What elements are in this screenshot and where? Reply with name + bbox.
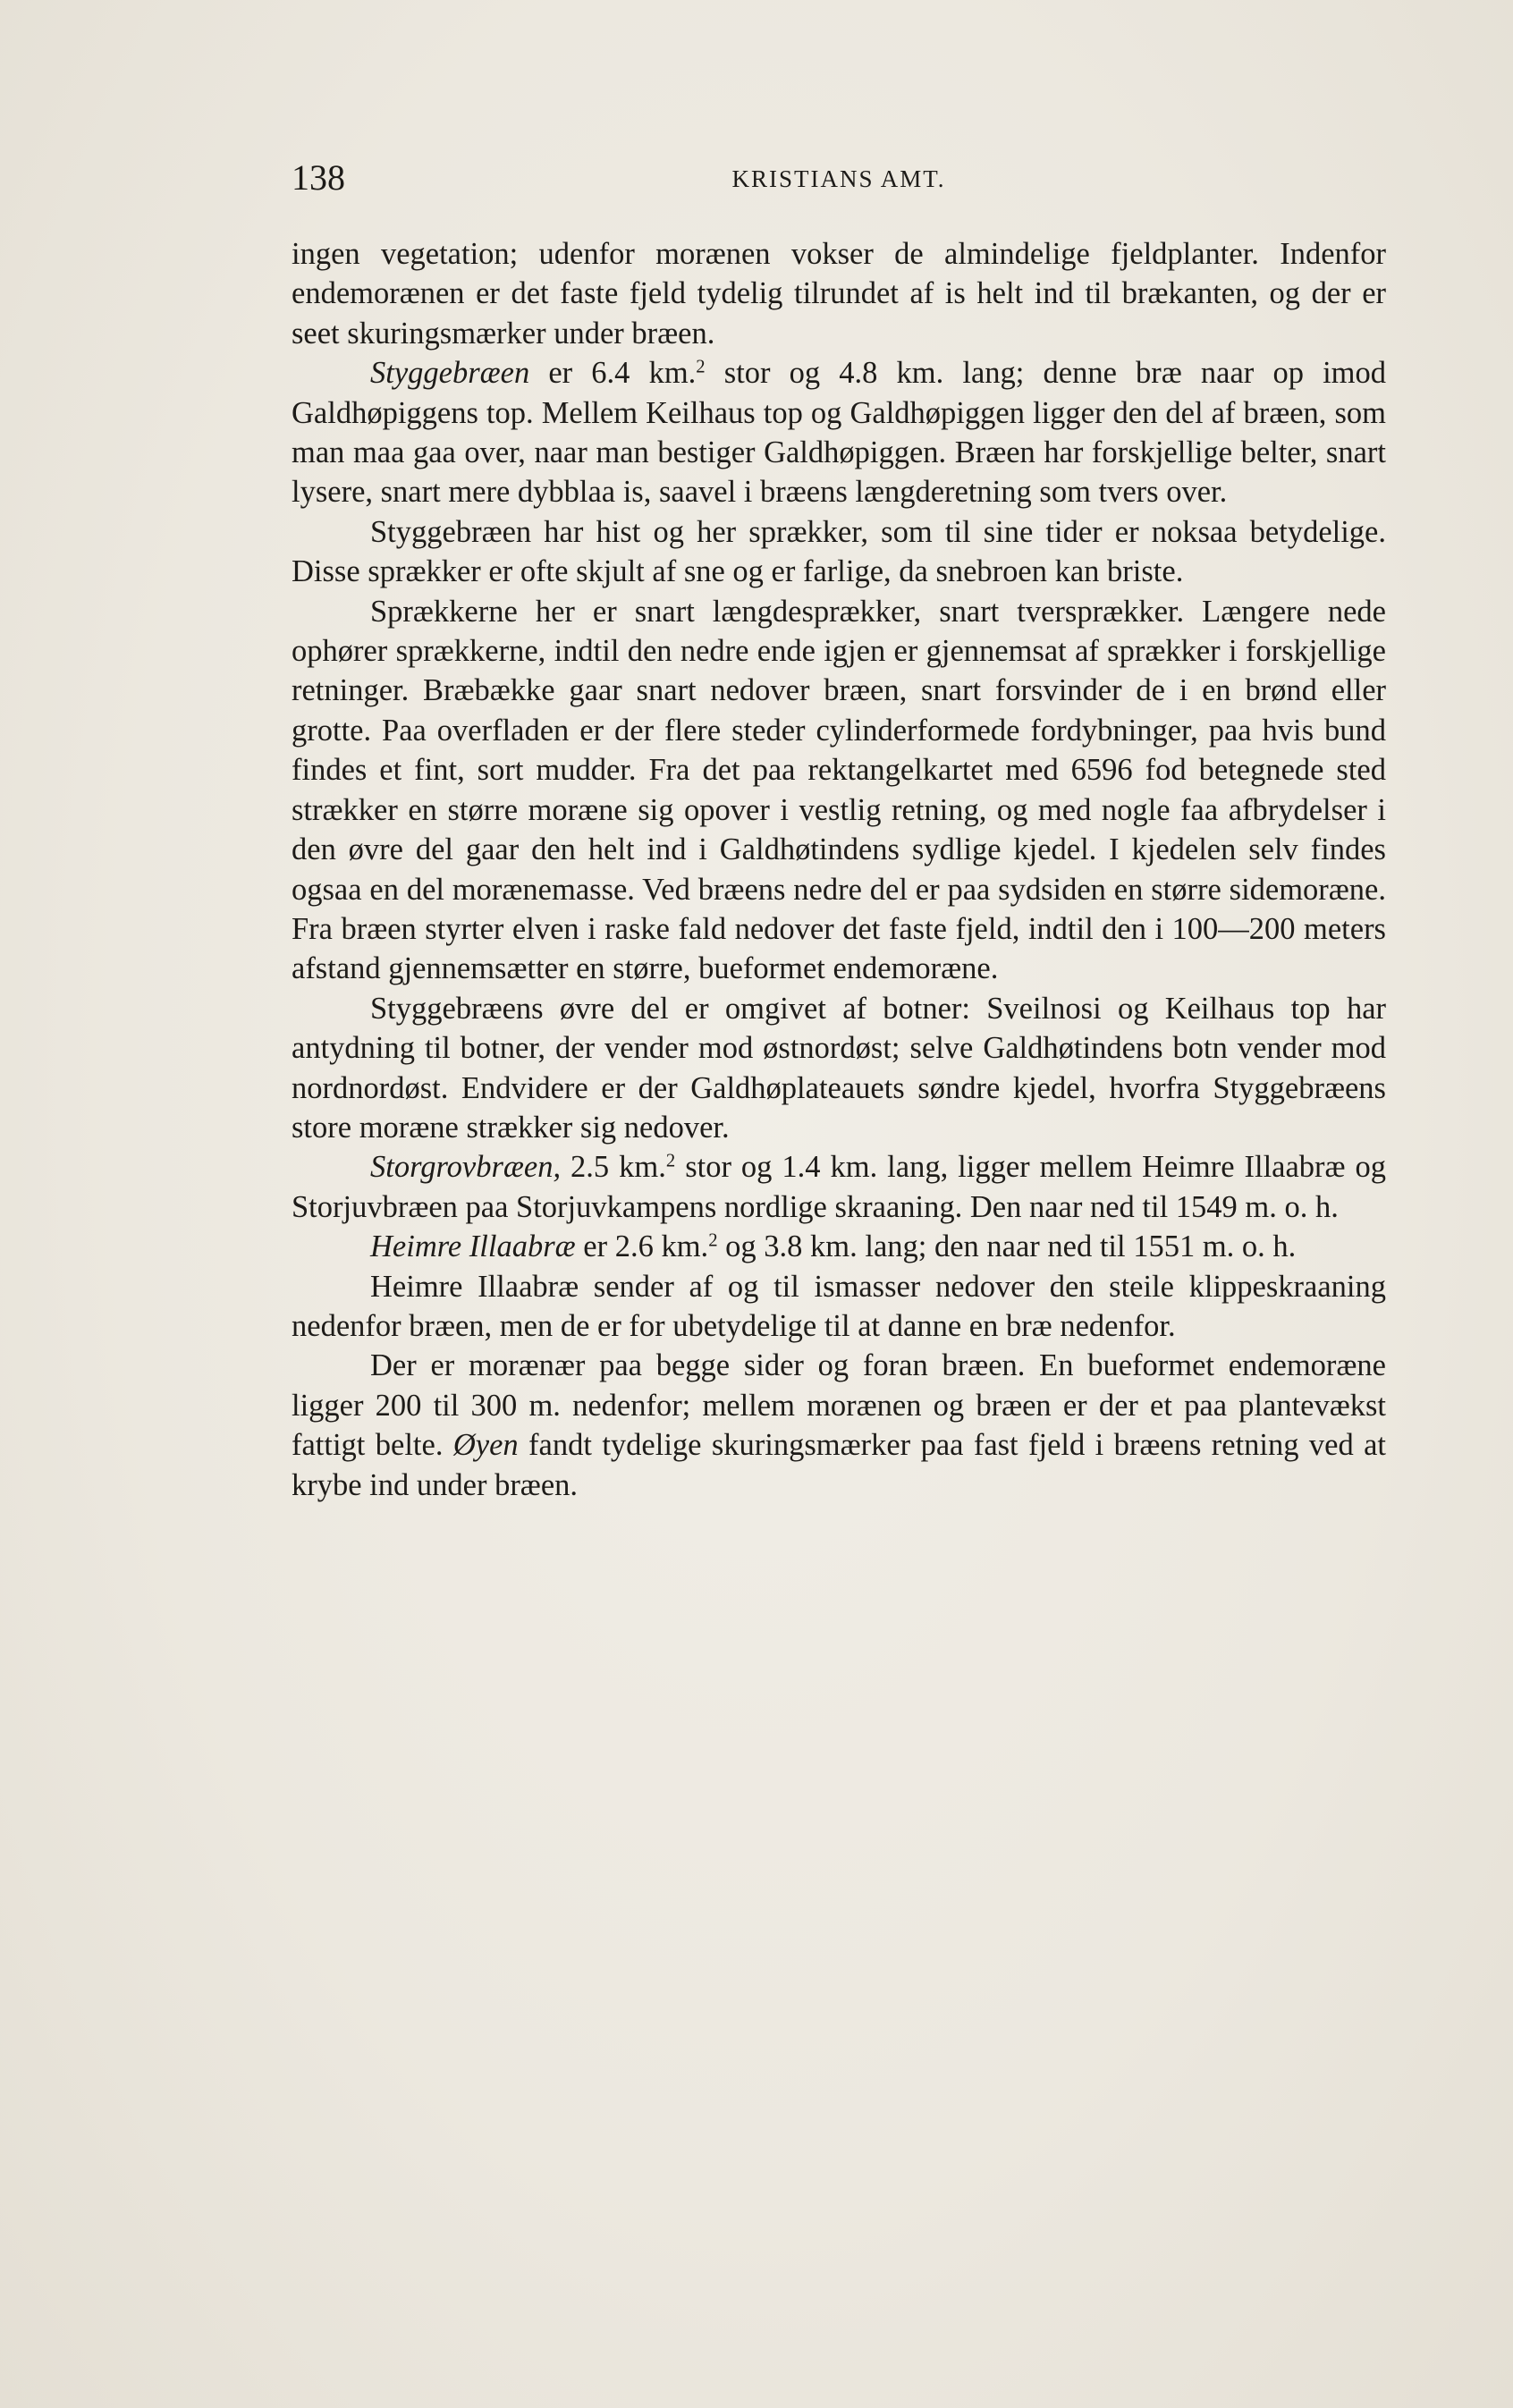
page-header bbox=[292, 157, 1386, 199]
text-span: er 6.4 km. bbox=[529, 356, 697, 391]
superscript: 2 bbox=[665, 1151, 676, 1171]
text-span: Styggebræen har hist og her sprækker, som til sine tider er noksaa betydelige. Disse sprækker er ofte skjult af sne og er farlige, da snebroen kan briste. bbox=[292, 514, 1386, 589]
glacier-name: Storgrovbræen, bbox=[370, 1150, 562, 1185]
paragraph bbox=[292, 1227, 1386, 1266]
paragraph bbox=[292, 1346, 1386, 1505]
text-span: Heimre Illaabræ sender af og til ismasser nedover den steile klippeskraaning nedenfor bræen, men de er for ubetydelige til at danne en bræ nedenfor. bbox=[292, 1269, 1386, 1343]
superscript: 2 bbox=[708, 1230, 718, 1251]
text-span: fandt tydelige skuringsmærker paa fast fjeld i bræens retning ved at krybe ind under bræen. bbox=[292, 1428, 1386, 1502]
superscript: 2 bbox=[696, 357, 706, 377]
running-title: KRISTIANS AMT. bbox=[731, 165, 946, 192]
text-span: stor og 1.4 km. lang, ligger mellem Heimre Illaabræ og Storjuvbræen paa Storjuvkampens nordlige skraaning. Den naar ned til 1549 m. o. h. bbox=[292, 1150, 1387, 1224]
paragraph bbox=[292, 1267, 1386, 1347]
paragraph bbox=[292, 353, 1386, 512]
text-span: stor og 4.8 km. lang; denne bræ naar op imod Galdhøpiggens top. Mellem Keilhaus top og Galdhøpiggen ligger den del af bræen, som man maa gaa over, naar man bestiger Galdhøpiggen. Bræen har forskjellige belter, snart lysere, snart mere dybblaa is, saavel i bræens længderetning som tvers over. bbox=[292, 356, 1386, 510]
text-span: Styggebræens øvre del er omgivet af botner: Sveilnosi og Keilhaus top har antydning til botner, der vender mod østnordøst; selve Galdhøtindens botn vender mod nordnordøst. Endvidere er der Galdhøplateauets søndre kjedel, hvorfra Styggebræens store moræne strækker sig nedover. bbox=[292, 991, 1386, 1145]
paragraph bbox=[292, 592, 1386, 989]
text-span: Sprækkerne her er snart længdesprækker, snart tversprækker. Længere nede ophører sprækkerne, indtil den nedre ende igjen er gjennemsat af sprækker i forskjellige retninger. Bræbække gaar snart nedover bræen, snart forsvinder de i en brønd eller grotte. Paa overfladen er der flere steder cylinderformede fordybninger, paa hvis bund findes et fint, sort mudder. Fra det paa rektangelkartet med 6596 fod betegnede sted strækker en større moræne sig opover i vestlig retning, og med nogle faa afbrydelser i den øvre del gaar den helt ind i Galdhøtindens sydlige kjedel. I kjedelen selv findes ogsaa en del morænemasse. Ved bræens nedre del er paa sydsiden en større sidemoræne. Fra bræen styrter elven i raske fald nedover det faste fjeld, indtil den i 100—200 meters afstand gjennemsætter en større, bueformet endemoræne. bbox=[292, 594, 1386, 986]
text-span: ingen vegetation; udenfor morænen vokser de almindelige fjeldplanter. Indenfor endemorænen er det faste fjeld tydelig tilrundet af is helt ind til brækanten, og der er seet skuringsmærker under bræen. bbox=[292, 237, 1386, 351]
text-span: og 3.8 km. lang; den naar ned til 1551 m. o. h. bbox=[717, 1229, 1297, 1264]
text-span: 2.5 km. bbox=[561, 1150, 666, 1185]
paragraph bbox=[292, 1147, 1386, 1227]
text-span: er 2.6 km. bbox=[575, 1229, 709, 1264]
person-name: Øyen bbox=[452, 1428, 519, 1463]
paragraph bbox=[292, 512, 1386, 592]
glacier-name: Heimre Illaabræ bbox=[370, 1229, 576, 1264]
paragraph bbox=[292, 989, 1386, 1148]
glacier-name: Styggebræen bbox=[370, 356, 530, 391]
paragraph bbox=[292, 234, 1386, 353]
page-number: 138 bbox=[292, 157, 345, 198]
body-text bbox=[292, 234, 1386, 1505]
text-span: Der er morænær paa begge sider og foran bræen. En bueformet endemoræne ligger 200 til 300 m. nedenfor; mellem morænen og bræen er der et paa plantevækst fattigt belte. bbox=[292, 1348, 1386, 1463]
